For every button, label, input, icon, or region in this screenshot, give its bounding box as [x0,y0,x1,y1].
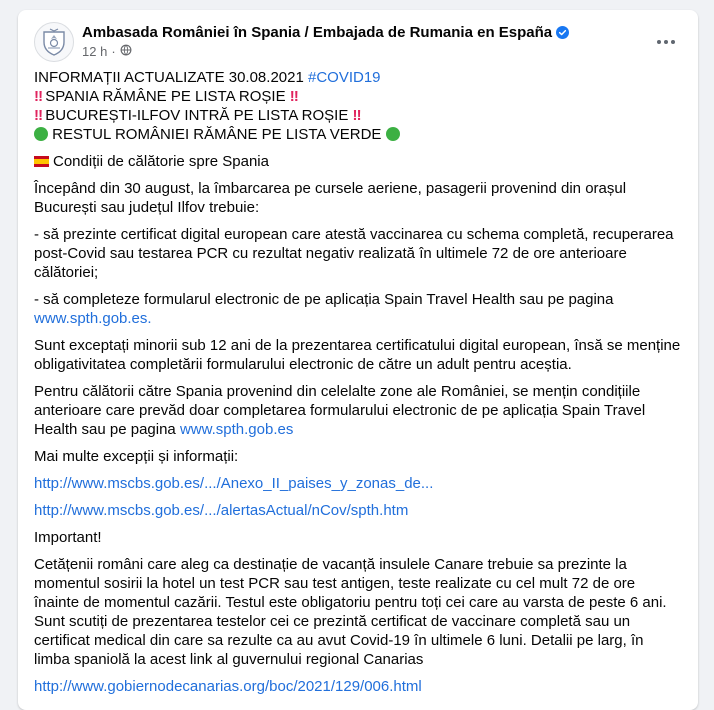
post-meta [82,44,132,59]
green-circle-icon [34,127,48,141]
link-3-paragraph [34,677,682,696]
post-header-lines [34,68,682,144]
mscbs-spth-link[interactable]: http://www.mscbs.gob.es/.../alertasActual/nCov/spth.htm [34,502,409,519]
link-1-paragraph [34,474,682,493]
double-exclamation-icon: ‼ [34,88,42,105]
double-exclamation-icon: ‼ [352,107,360,124]
paragraph-1: Începând din 30 august, la îmbarcarea pe cursele aeriene, pasagerii provenind din orașul București sau județul Ilfov trebuie: [34,180,627,216]
page-name-link[interactable] [82,24,569,43]
more-options-icon [657,40,661,44]
spth-link[interactable]: www.spth.gob.es. [34,310,152,327]
paragraph-3: - să completeze formularul electronic de pe aplicația Spain Travel Health sau pe pagina www.spth.gob.es. [34,291,614,327]
paragraph-5: Pentru călătorii către Spania provenind din celelalte zone ale României, se mențin condițiile anterioare care prevăd doar completarea formularului electronic de pe aplicația Spain Travel Health sau pe pagina www.spth.gob.es [34,383,646,438]
conditions-title: Condiții de călătorie spre Spania [34,152,682,171]
avatar[interactable] [34,22,74,62]
header-line-4: RESTUL ROMÂNIEI RĂMÂNE PE LISTA VERDE [34,125,682,144]
link-2-paragraph [34,501,682,520]
spth-link-2[interactable]: www.spth.gob.es [179,421,294,438]
header-line-1: INFORMAȚII ACTUALIZATE 30.08.2021 #COVID19 [34,69,381,86]
spain-flag-icon [34,156,49,167]
header-line-3: ‼ BUCUREȘTI-ILFOV INTRĂ PE LISTA ROȘIE ‼ [34,107,360,124]
post-header [18,10,698,66]
header-line-2: ‼ SPANIA RĂMÂNE PE LISTA ROȘIE ‼ [34,88,297,105]
paragraph-4: Sunt exceptați minorii sub 12 ani de la prezentarea certificatului digital european, însă se menține obligativitatea completării formularului electronic de către un adult pentru aceștia. [34,337,681,373]
post-body [18,66,698,696]
page-name: Ambasada României în Spania / Embajada de Rumania en España [82,24,553,41]
paragraph-canary: Cetățenii români care aleg ca destinație de vacanță insulele Canare trebuie sa prezinte la momentul sosirii la hotel un test PCR sau test antigen, teste realizate cu cel mult 72 de ore înainte de momentul cazării. Testul este obligatoriu pentru toți cei care au varsta de peste 6 ani. Sunt scutiți de prezentarea testelor cei ce prezintă certificat de vaccinare completă sau un certificat medical din care sa rezulte ca au avut Covid-19 în ultimele 6 luni. Detalii pe larg, în limba spaniolă la acest link al guvernului regional Canarias [34,556,667,668]
hashtag-link[interactable]: #COVID19 [307,69,381,86]
green-circle-icon [386,127,400,141]
post-timestamp[interactable]: 12 h [82,44,108,59]
paragraph-2: - să prezinte certificat digital european care atestă vaccinarea cu schema completă, recuperarea post-Covid sau testarea PCR cu rezultat negativ realizată în ultimele 72 de ore anterioare călătoriei; [34,226,674,281]
embassy-crest-icon [41,28,67,56]
paragraph-important: Important! [34,529,102,546]
double-exclamation-icon: ‼ [34,107,42,124]
post-card [18,10,698,710]
verified-badge-icon [556,26,569,43]
meta-separator: · [111,44,116,59]
globe-icon[interactable] [120,44,132,59]
more-options-button[interactable] [648,30,684,54]
double-exclamation-icon: ‼ [289,88,297,105]
mscbs-anexo-link[interactable]: http://www.mscbs.gob.es/.../Anexo_II_paises_y_zonas_de... [34,475,434,492]
paragraph-6: Mai multe excepții și informații: [34,448,239,465]
canarias-link[interactable]: http://www.gobiernodecanarias.org/boc/2021/129/006.html [34,678,422,695]
